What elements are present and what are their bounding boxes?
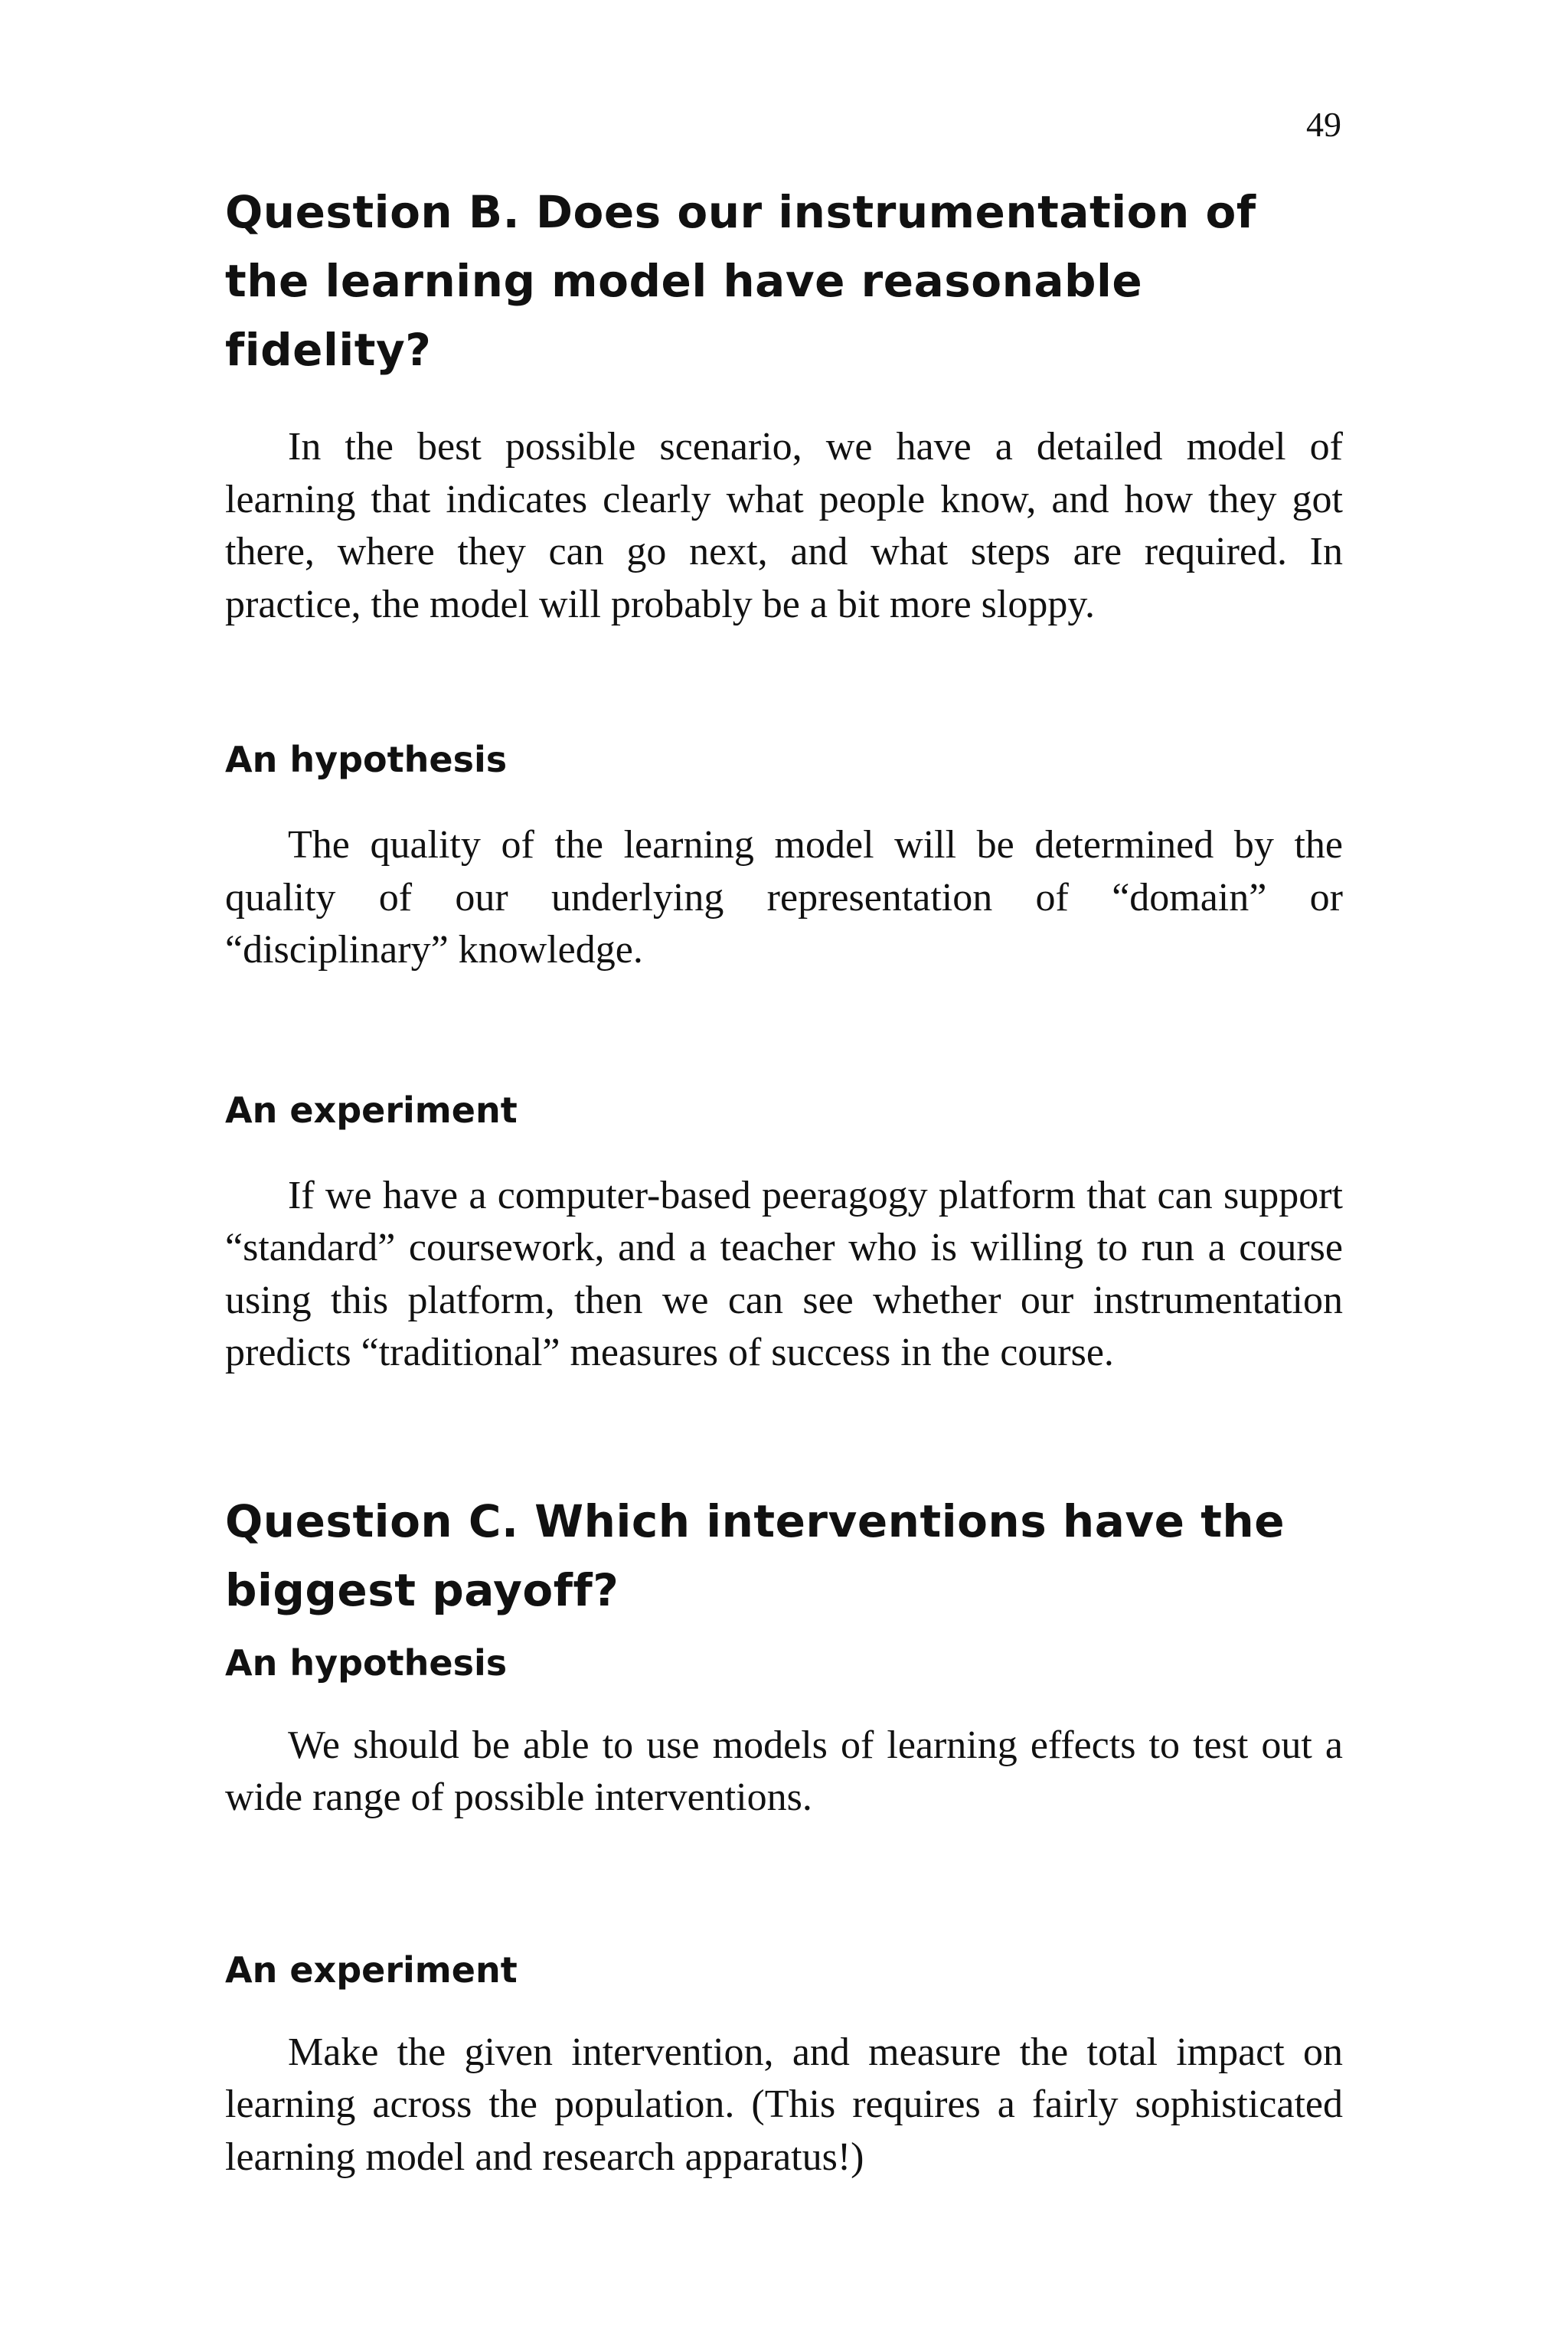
question-c-title: Question C. Which interventions have the biggest payoff? [225, 1494, 1285, 1616]
page-content [225, 178, 1343, 2184]
question-b-experiment-heading: An experiment [225, 1089, 518, 1131]
question-c-experiment-heading: An experiment [225, 1949, 518, 1991]
question-b-experiment-body: If we have a computer-based peeragogy platform that can support “standard” coursework, and a teacher who is willing to run a course using this platform, then we can see whether our instrumentation predicts “traditional” measures of success in the course. [225, 1173, 1343, 1374]
question-b-hypothesis-heading: An hypothesis [225, 739, 508, 780]
page-number: 49 [1306, 105, 1341, 144]
question-c-hypothesis-heading: An hypothesis [225, 1642, 508, 1684]
question-b-title: Question B. Does our instrumentation of the learning model have reasonable fidelity? [225, 186, 1256, 376]
question-c-experiment-body: Make the given intervention, and measure the total impact on learning across the population. (This requires a fairly sophisticated learning model and research apparatus!) [225, 2030, 1343, 2179]
question-b-hypothesis-body: The quality of the learning model will be determined by the quality of our underlying representation of “domain” or “disciplinary” knowledge. [225, 823, 1343, 972]
question-b-body: In the best possible scenario, we have a detailed model of learning that indicates clearly what people know, and how they got there, where they can go next, and what steps are required. In practice, the model will probably be a bit more sloppy. [225, 425, 1343, 626]
question-c-hypothesis-body: We should be able to use models of learning effects to test out a wide range of possible interventions. [225, 1723, 1343, 1819]
